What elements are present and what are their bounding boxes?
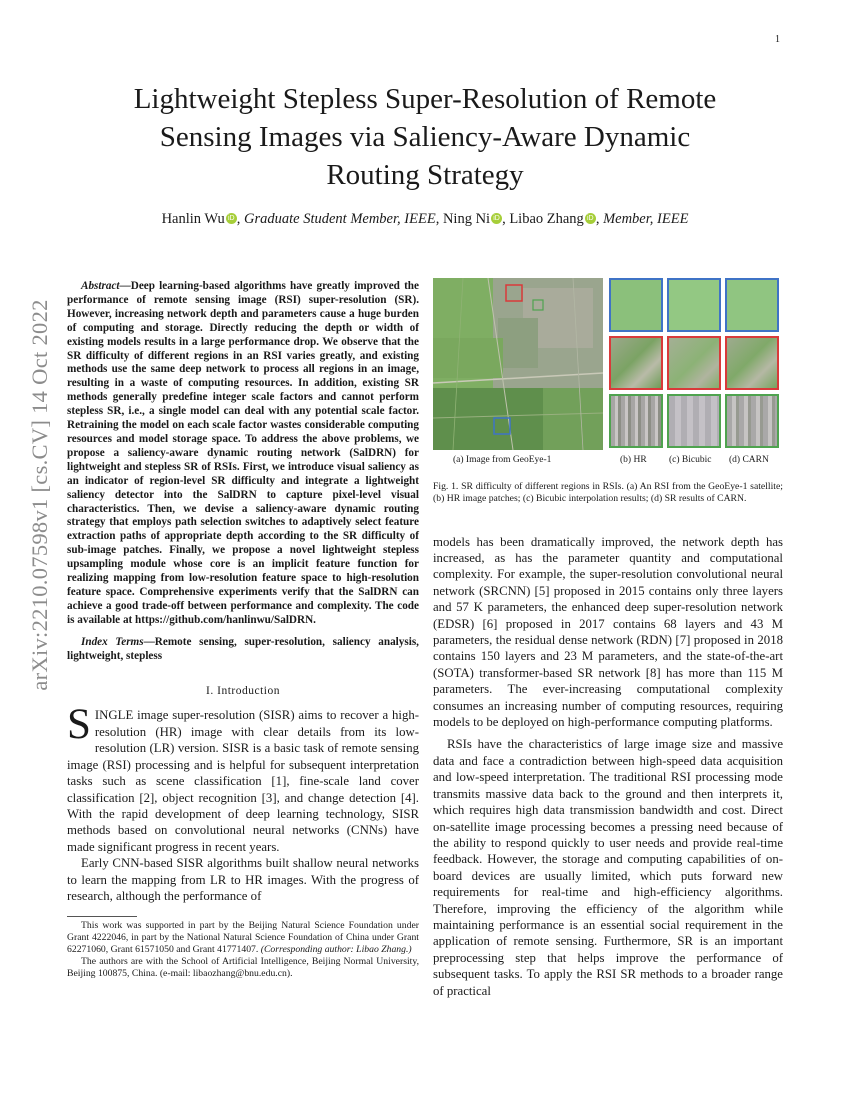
title-line-2: Sensing Images via Saliency-Aware Dynamic: [159, 121, 691, 153]
figure-subcaptions: [433, 455, 783, 471]
intro-paragraph-1: [67, 701, 419, 855]
hr-patch-urban: [609, 394, 663, 448]
subcaption-a: (a) Image from GeoEye-1: [453, 455, 552, 465]
abstract-label: Abstract: [81, 280, 120, 292]
author-1: Hanlin Wu: [161, 211, 225, 227]
subcaption-d: (d) CARN: [729, 455, 769, 465]
intro-paragraph-1-text: INGLE image super-resolution (SISR) aims to recover a high-resolution (HR) image with clear details from its low-resolution (LR) version. SISR is a basic task of remote sensing image (RSI) processing and is helpful for subsequent interpretation tasks such as scene classification [1], fine-scale land cover classification [2], object recognition [3], and change detection [4]. With the rapid development of deep learning technology, SISR methods based on convolutional neural networks (CNNs) have made significant progress in recent years.: [67, 708, 419, 854]
hr-patch-uniform: [609, 278, 663, 332]
arxiv-stamp: [20, 295, 60, 695]
title-line-3: Routing Strategy: [326, 159, 524, 191]
orcid-icon[interactable]: iD: [226, 213, 237, 224]
author-line: Hanlin Wu iD , Graduate Student Member, IEEE, Ning Ni iD , Libao Zhang iD , Member, IEEE: [161, 211, 689, 227]
drop-cap: S: [67, 701, 91, 749]
carn-patch-mixed: [725, 336, 779, 390]
title-line-1: Lightweight Stepless Super-Resolution of Remote: [133, 83, 717, 115]
index-terms: Index Terms—Remote sensing, super-resolution, saliency analysis, lightweight, stepless: [67, 635, 419, 662]
bicubic-patch-mixed: [667, 336, 721, 390]
bicubic-patch-urban: [667, 394, 721, 448]
carn-patch-urban: [725, 394, 779, 448]
footnote-corresponding: (Corresponding author: Libao Zhang.): [260, 944, 412, 956]
footnote-affiliation: The authors are with the School of Artificial Intelligence, Beijing Normal University, Beijing 100875, China. (e-mail: libaozhang@bnu.edu.cn).: [67, 956, 419, 980]
footnote-rule: [67, 916, 137, 917]
carn-patch-uniform: [725, 278, 779, 332]
intro-paragraph-2: Early CNN-based SISR algorithms built shallow neural networks to learn the mapping from LR to HR images. With the progress of research, although the performance of: [67, 856, 419, 903]
abstract-text: Deep learning-based algorithms have greatly improved the performance of remote sensing image (RSI) super-resolution (SR). However, increasing network depth and parameters cause a huge burden of computing and storage. Directly reducing the depth or width of existing models results in a large performance drop. We observe that the SR difficulty of different regions in an RSI varies greatly, and existing methods use the same deep network to process all regions in an image, resulting in a waste of computing resources. In addition, existing SR methods generally predefine integer scale factors and cannot perform stepless SR, i.e., a single model can deal with any potential scale factor. Retraining the model on each scale factor wastes considerable computing resources and model storage space. To address the above problems, we propose a saliency-aware dynamic routing network (SalDRN) for lightweight and stepless SR of RSIs. First, we introduce visual saliency as an indicator of region-level SR difficulty and integrate a lightweight saliency detector into the SalDRN to capture pixel-level visual characteristics. Then, we devise a saliency-aware dynamic routing strategy that employs path selection switches to adaptively select feature extraction paths of appropriate depth according to the SR difficulty of sub-image patches. Finally, we propose a novel lightweight stepless upsampling module whose core is an implicit feature function for realizing mapping from low-resolution feature space to high-resolution feature space. Comprehensive experiments verify that the SalDRN can achieve a good trade-off between performance and complexity. The code is available at https://github.com/hanlinwu/SalDRN.: [67, 280, 419, 626]
arxiv-stamp-text: arXiv:2210.07598v1 [cs.CV] 14 Oct 2022: [27, 299, 52, 691]
left-column: [67, 280, 419, 980]
author-3-role: Member, IEEE: [603, 211, 689, 227]
footnote-funding: [67, 920, 419, 956]
author-1-role: Graduate Student Member, IEEE: [244, 211, 436, 227]
orcid-icon[interactable]: iD: [491, 213, 502, 224]
bicubic-patch-uniform: [667, 278, 721, 332]
right-body: [433, 534, 783, 999]
orcid-icon[interactable]: iD: [585, 213, 596, 224]
index-terms-text: Remote sensing, super-resolution, saliency analysis, lightweight, stepless: [67, 635, 419, 662]
abstract: Abstract—Deep learning-based algorithms have greatly improved the performance of remote sensing image (RSI) super-resolution (SR). However, increasing network depth and parameters cause a huge burden of computing and storage. Directly reducing the depth or width of existing models results in a large performance drop. We observe that the SR difficulty of different regions in an RSI varies greatly, and existing methods use the same deep network to process all regions in an image, resulting in a waste of computing resources. In addition, existing SR methods generally predefine integer scale factors and cannot perform stepless SR, i.e., a single model can deal with any potential scale factor. Retraining the model on each scale factor wastes considerable computing resources and model storage space. To address the above problems, we propose a saliency-aware dynamic routing network (SalDRN) for lightweight and stepless SR of RSIs. First, we introduce visual saliency as an indicator of region-level SR difficulty and integrate a lightweight saliency detector into the SalDRN to capture pixel-level visual characteristics. Then, we devise a saliency-aware dynamic routing strategy that employs path selection switches to adaptively select feature extraction paths of appropriate depth according to the SR difficulty of sub-image patches. Finally, we propose a novel lightweight stepless upsampling module whose core is an implicit feature function for realizing mapping from low-resolution feature space to high-resolution feature space. Comprehensive experiments verify that the SalDRN can achieve a good trade-off between performance and complexity. The code is available at https://github.com/hanlinwu/SalDRN.: [67, 280, 419, 626]
author-2: Ning Ni: [442, 211, 491, 227]
figure-caption: Fig. 1. SR difficulty of different regions in RSIs. (a) An RSI from the GeoEye-1 satellite; (b) HR image patches; (c) Bicubic interpolation results; (d) SR results of CARN.: [433, 481, 783, 505]
footnote-funding-text: This work was supported in part by the Beijing Natural Science Foundation under Grant 4222046, in part by the National Natural Science Foundation of China under Grant 62271060, Grant 61571050 and Grant 41771407.: [67, 920, 419, 956]
satellite-image: [433, 278, 603, 450]
paper-title: [70, 80, 780, 194]
hr-patch-mixed: [609, 336, 663, 390]
right-paragraph-2: RSIs have the characteristics of large image size and massive data and face a contradiction between high-speed data acquisition and low-speed interpretation. The traditional RSI processing mode transmits massive data back to the ground and then interprets it, which requires high data transmission bandwidth and cost. Direct on-satellite image processing becomes a pressing need because of the ability to respond quickly to user needs and provide real-time feedback. However, the storage and computing capabilities of on-board devices are usually limited, which puts forward new requirements for real-time and high-efficiency algorithms. Therefore, improving the efficiency of the algorithm while maintaining performance is an essential social requirement in the application of remote sensing. Furthermore, SR is an important preprocessing step that helps improve the performance of subsequent tasks. To apply the RSI SR methods to a broader range of practical: [433, 737, 783, 998]
section-heading: I. Introduction: [206, 685, 280, 698]
subcaption-c: (c) Bicubic: [669, 455, 712, 465]
author-3: Libao Zhang: [509, 211, 584, 227]
right-paragraph-1: models has been dramatically improved, the network depth has increased, as has the parameter quantity and computational complexity. For example, the super-resolution convolutional neural network (SRCNN) [5] proposed in 2015 contains only three layers and 57 K parameters, the enhanced deep super-resolution network (EDSR) [6] proposed in 2017 contains 68 layers and 43 M parameters, the residual dense network (RDN) [7] proposed in 2018 contains 150 layers and 23 M parameters, and the state-of-the-art (SOTA) transformer-based SR network [8] has more than 115 M parameters. The ever-increasing computational complexity consumes an increasing number of computing resources, requiring models to be deployed on high-performance computing platforms.: [433, 534, 783, 730]
index-terms-label: Index Terms: [81, 635, 144, 648]
right-column: [433, 278, 783, 999]
figure-1: [433, 278, 783, 453]
page-number: 1: [775, 34, 780, 45]
subcaption-b: (b) HR: [620, 455, 647, 465]
